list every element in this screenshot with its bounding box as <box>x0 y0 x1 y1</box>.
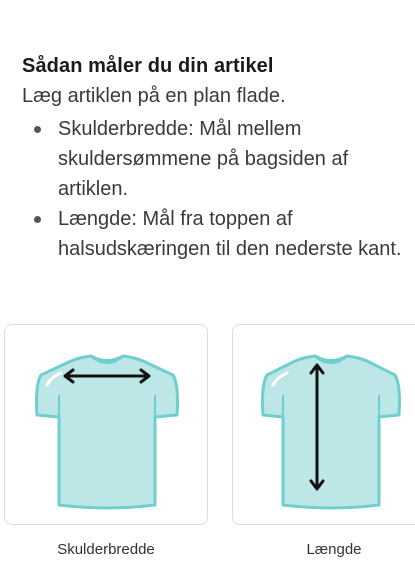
guide-bullet-list <box>22 114 407 264</box>
bullet-length <box>22 204 407 264</box>
tshirt-length-icon <box>233 325 415 525</box>
guide-heading: Sådan måler du din artikel <box>22 55 274 77</box>
illustration-card-shoulder-width <box>4 324 208 525</box>
caption-length: Længde <box>306 541 362 558</box>
bullet-text: Længde: Mål fra toppen af halsudskæringen til den nederste kant. <box>58 208 402 260</box>
bullet-dot-icon <box>34 216 41 223</box>
bullet-shoulder-width <box>22 114 407 204</box>
guide-intro: Læg artiklen på en plan flade. <box>22 85 286 107</box>
bullet-dot-icon <box>34 126 41 133</box>
tshirt-shoulder-width-icon <box>5 325 208 525</box>
illustration-card-length <box>232 324 415 525</box>
bullet-text: Skulderbredde: Mål mellem skuldersømmene på bagsiden af artiklen. <box>58 118 349 200</box>
caption-shoulder-width: Skulderbredde <box>57 541 155 558</box>
